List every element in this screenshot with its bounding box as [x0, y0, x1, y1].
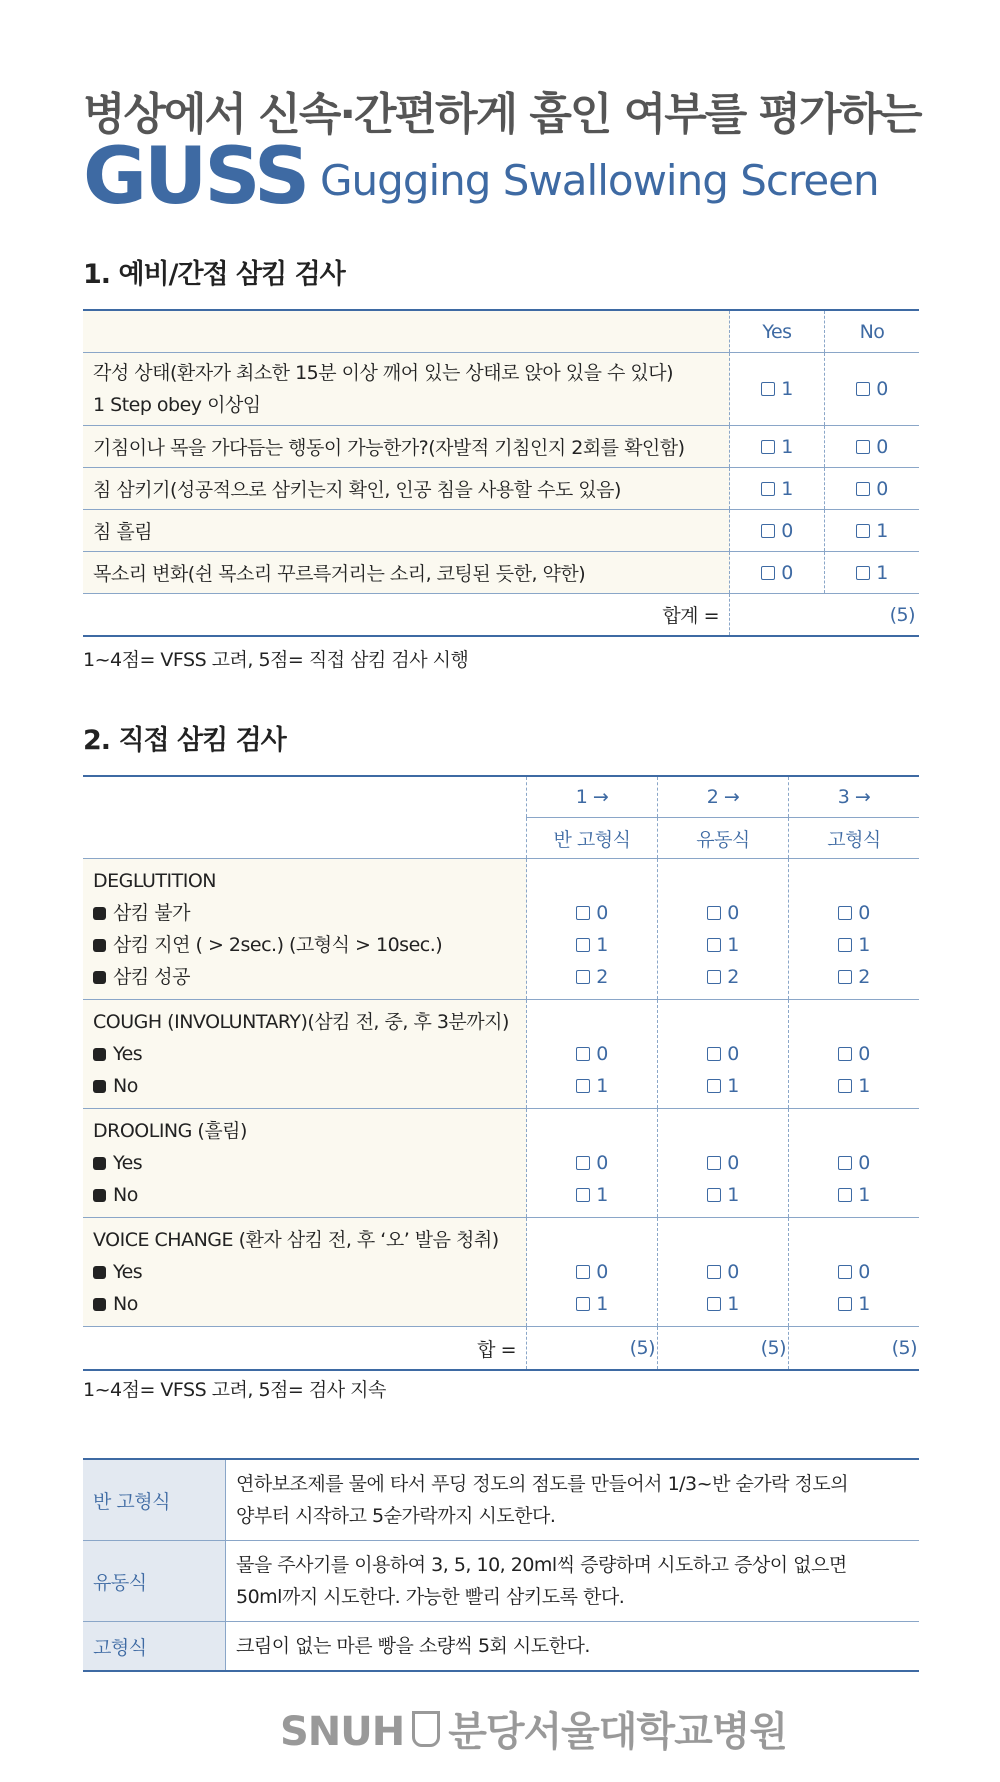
table-row: [83, 353, 919, 426]
checkbox-icon: [838, 1265, 852, 1279]
score-column: [658, 859, 789, 1000]
section1-note: 1~4점= VFSS 고려, 5점= 직접 삼킴 검사 시행: [83, 649, 469, 671]
checkbox-icon: [761, 524, 775, 538]
criteria-group: [83, 859, 919, 1000]
checkbox-icon: [576, 1079, 590, 1093]
bullet-icon: [93, 1266, 106, 1279]
yes-checkbox[interactable]: 1: [730, 353, 825, 426]
score-column: [527, 1000, 658, 1109]
bullet-icon: [93, 939, 106, 952]
score-checkbox[interactable]: 1: [789, 929, 919, 961]
step-2: 2 →: [658, 776, 789, 818]
indirect-swallow-table: [83, 309, 919, 637]
question-text: 침 삼키기(성공적으로 삼키는지 확인, 인공 침을 사용할 수도 있음): [83, 468, 730, 510]
total-label: 합계 =: [662, 605, 719, 627]
score-column: [527, 1109, 658, 1218]
diet-name: 유동식: [83, 1541, 226, 1622]
item-label: No: [113, 1075, 138, 1097]
checkbox-icon: [576, 970, 590, 984]
col-yes-header: Yes: [730, 310, 825, 353]
checkbox-icon: [838, 1188, 852, 1202]
score-checkbox[interactable]: 0: [658, 1147, 788, 1179]
diet-guide-table: [83, 1458, 919, 1672]
score-checkbox[interactable]: 0: [527, 897, 657, 929]
diet-name: 고형식: [83, 1622, 226, 1672]
bullet-icon: [93, 1189, 106, 1202]
score-checkbox[interactable]: 1: [789, 1288, 919, 1320]
question-text: 침 흘림: [83, 510, 730, 552]
total-value: (5): [730, 594, 920, 637]
total-value: (5): [527, 1327, 658, 1371]
item-label: Yes: [113, 1152, 143, 1174]
score-column: [658, 1109, 789, 1218]
score-checkbox[interactable]: 0: [527, 1147, 657, 1179]
score-checkbox[interactable]: 1: [527, 929, 657, 961]
score-checkbox[interactable]: 1: [789, 1070, 919, 1102]
score-checkbox[interactable]: 0: [658, 1038, 788, 1070]
direct-swallow-table: [83, 775, 919, 1371]
total-value: (5): [658, 1327, 789, 1371]
score-checkbox[interactable]: 1: [658, 1070, 788, 1102]
no-checkbox[interactable]: 1: [825, 510, 920, 552]
diet-desc: 물을 주사기를 이용하여 3, 5, 10, 20ml씩 증량하며 시도하고 증상이 없으면: [236, 1554, 847, 1576]
score-column: [527, 859, 658, 1000]
checkbox-icon: [856, 524, 870, 538]
section1-title: 1. 예비/간접 삼킴 검사: [83, 259, 345, 290]
no-checkbox[interactable]: 0: [825, 468, 920, 510]
bullet-icon: [93, 1080, 106, 1093]
score-checkbox[interactable]: 1: [658, 929, 788, 961]
no-checkbox[interactable]: 0: [825, 353, 920, 426]
item-label: 삼킴 불가: [113, 902, 190, 924]
checkbox-icon: [707, 1079, 721, 1093]
yes-checkbox[interactable]: 1: [730, 426, 825, 468]
criteria-group: [83, 1218, 919, 1327]
yes-checkbox[interactable]: 0: [730, 510, 825, 552]
checkbox-icon: [838, 1079, 852, 1093]
checkbox-icon: [761, 382, 775, 396]
item-label: 삼킴 성공: [113, 966, 190, 988]
table-row: [83, 510, 919, 552]
checkbox-icon: [707, 906, 721, 920]
criteria-group: [83, 1000, 919, 1109]
item-label: Yes: [113, 1261, 143, 1283]
checkbox-icon: [761, 482, 775, 496]
table-row: [83, 1459, 919, 1541]
section2-note: 1~4점= VFSS 고려, 5점= 검사 지속: [83, 1379, 386, 1401]
no-checkbox[interactable]: 1: [825, 552, 920, 594]
score-checkbox[interactable]: 0: [658, 1256, 788, 1288]
checkbox-icon: [576, 1188, 590, 1202]
bullet-icon: [93, 971, 106, 984]
section2-title: 2. 직접 삼킴 검사: [83, 725, 286, 756]
total-value: (5): [789, 1327, 920, 1371]
checkbox-icon: [856, 566, 870, 580]
checkbox-icon: [707, 970, 721, 984]
diet-desc: 크림이 없는 마른 빵을 소량씩 5회 시도한다.: [236, 1635, 590, 1657]
diet-desc-2: 50ml까지 시도한다. 가능한 빨리 삼키도록 한다.: [236, 1586, 625, 1608]
group-heading: COUGH (INVOLUNTARY)(삼킴 전, 중, 후 3분까지): [93, 1011, 509, 1033]
score-checkbox[interactable]: 1: [789, 1179, 919, 1211]
score-checkbox[interactable]: 0: [789, 897, 919, 929]
score-column: [658, 1000, 789, 1109]
bullet-icon: [93, 1157, 106, 1170]
item-label: No: [113, 1293, 138, 1315]
checkbox-icon: [856, 382, 870, 396]
score-column: [789, 1109, 920, 1218]
brand-subtitle: Gugging Swallowing Screen: [320, 156, 879, 205]
item-label: 삼킴 지연 ( > 2sec.) (고형식 > 10sec.): [113, 934, 443, 956]
score-checkbox[interactable]: 1: [527, 1288, 657, 1320]
table-row: [83, 1622, 919, 1672]
diet-desc: 연하보조제를 물에 타서 푸딩 정도의 점도를 만들어서 1/3~반 숟가락 정도의: [236, 1473, 849, 1495]
checkbox-icon: [856, 482, 870, 496]
bullet-icon: [93, 1298, 106, 1311]
checkbox-icon: [838, 1047, 852, 1061]
checkbox-icon: [707, 1265, 721, 1279]
score-checkbox[interactable]: 1: [527, 1070, 657, 1102]
score-checkbox[interactable]: 0: [789, 1256, 919, 1288]
checkbox-icon: [838, 906, 852, 920]
score-checkbox[interactable]: 1: [658, 1179, 788, 1211]
checkbox-icon: [707, 938, 721, 952]
checkbox-icon: [856, 440, 870, 454]
table-row: [83, 426, 919, 468]
score-checkbox[interactable]: 2: [527, 961, 657, 993]
yes-checkbox[interactable]: 1: [730, 468, 825, 510]
score-checkbox[interactable]: 0: [658, 897, 788, 929]
checkbox-icon: [838, 1297, 852, 1311]
checkbox-icon: [576, 1047, 590, 1061]
group-heading: DEGLUTITION: [93, 870, 216, 892]
checkbox-icon: [707, 1047, 721, 1061]
hospital-logo: [280, 1700, 787, 1757]
score-column: [527, 1218, 658, 1327]
hospital-name: 분당서울대학교병원: [448, 1709, 788, 1755]
question-text: 목소리 변화(쉰 목소리 꾸르륵거리는 소리, 코팅된 듯한, 약한): [83, 552, 730, 594]
checkbox-icon: [576, 1297, 590, 1311]
score-column: [658, 1218, 789, 1327]
step-1: 1 →: [527, 776, 658, 818]
table-row: [83, 1541, 919, 1622]
score-column: [789, 859, 920, 1000]
table-row: [83, 552, 919, 594]
score-column: [789, 1218, 920, 1327]
checkbox-icon: [707, 1156, 721, 1170]
score-checkbox[interactable]: 0: [789, 1038, 919, 1070]
score-checkbox[interactable]: 1: [527, 1179, 657, 1211]
checkbox-icon: [838, 970, 852, 984]
checkbox-icon: [576, 1156, 590, 1170]
checkbox-icon: [761, 566, 775, 580]
total-label: 합 =: [477, 1338, 516, 1361]
score-checkbox[interactable]: 1: [658, 1288, 788, 1320]
item-label: No: [113, 1184, 138, 1206]
checkbox-icon: [838, 1156, 852, 1170]
no-checkbox[interactable]: 0: [825, 426, 920, 468]
checkbox-icon: [707, 1188, 721, 1202]
diet-name: 반 고형식: [83, 1459, 226, 1541]
diet-desc-2: 양부터 시작하고 5숟가락까지 시도한다.: [236, 1505, 556, 1527]
checkbox-icon: [576, 1265, 590, 1279]
step-3: 3 →: [789, 776, 920, 818]
table-row: [83, 468, 919, 510]
item-label: Yes: [113, 1043, 143, 1065]
yes-checkbox[interactable]: 0: [730, 552, 825, 594]
checkbox-icon: [838, 938, 852, 952]
logo-text: SNUH: [280, 1709, 405, 1755]
group-heading: DROOLING (흘림): [93, 1120, 247, 1142]
question-text-2: 1 Step obey 이상임: [93, 394, 261, 416]
criteria-group: [83, 1109, 919, 1218]
shield-icon: [412, 1711, 440, 1747]
score-checkbox[interactable]: 2: [789, 961, 919, 993]
score-checkbox[interactable]: 2: [658, 961, 788, 993]
step-2-type: 유동식: [658, 818, 789, 859]
checkbox-icon: [576, 938, 590, 952]
checkbox-icon: [707, 1297, 721, 1311]
group-heading: VOICE CHANGE (환자 삼킴 전, 후 ‘오’ 발음 청취): [93, 1229, 499, 1251]
score-checkbox[interactable]: 0: [527, 1256, 657, 1288]
score-checkbox[interactable]: 0: [789, 1147, 919, 1179]
headline: 병상에서 신속·간편하게 흡인 여부를 평가하는: [83, 89, 921, 140]
score-column: [789, 1000, 920, 1109]
brand-title: GUSS: [83, 132, 308, 222]
bullet-icon: [93, 907, 106, 920]
bullet-icon: [93, 1048, 106, 1061]
checkbox-icon: [576, 906, 590, 920]
col-no-header: No: [825, 310, 920, 353]
checkbox-icon: [761, 440, 775, 454]
step-3-type: 고형식: [789, 818, 920, 859]
score-checkbox[interactable]: 0: [527, 1038, 657, 1070]
question-text: 기침이나 목을 가다듬는 행동이 가능한가?(자발적 기침인지 2회를 확인함): [83, 426, 730, 468]
question-text: 각성 상태(환자가 최소한 15분 이상 깨어 있는 상태로 앉아 있을 수 있다): [93, 362, 673, 384]
step-1-type: 반 고형식: [527, 818, 658, 859]
